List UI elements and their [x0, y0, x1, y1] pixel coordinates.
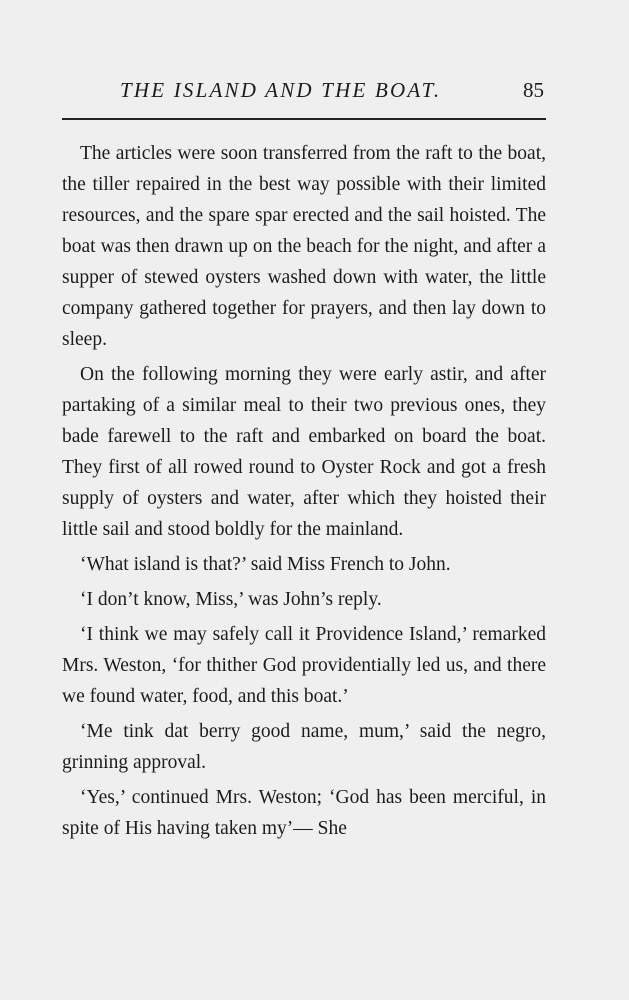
running-title: THE ISLAND AND THE BOAT.	[120, 78, 442, 102]
paragraph-4: ‘I don’t know, Miss,’ was John’s reply.	[80, 589, 382, 610]
page-number: 85	[523, 78, 544, 102]
paragraph-6: ‘Me tink dat berry good name, mum,’ said the negro, grinning approval.	[62, 721, 546, 773]
paragraph-2: On the following morning they were early astir, and after partaking of a similar meal to their two previous ones, they bade farewell to the raft and embarked on board the boat. They first of all rowed round to Oyster Rock and got a fresh supply of oysters and water, after which they hoisted their little sail and stood boldly for the mainland.	[62, 364, 546, 540]
running-head	[62, 78, 548, 110]
paragraph-7: ‘Yes,’ continued Mrs. Weston; ‘God has been merciful, in spite of His having taken my’— She	[62, 787, 546, 839]
paragraph-1: The articles were soon transferred from the raft to the boat, the tiller repaired in the best way possible with their limited resources, and the spare spar erected and the sail hoisted. The boat was then drawn up on the beach for the night, and after a supper of stewed oysters washed down with water, the little company gathered together for prayers, and then lay down to sleep.	[62, 143, 546, 350]
paragraph-3: ‘What island is that?’ said Miss French to John.	[80, 554, 451, 575]
body-text	[62, 138, 546, 844]
header-rule	[62, 118, 546, 120]
paragraph-5: ‘I think we may safely call it Providence Island,’ remarked Mrs. Weston, ‘for thither God providentially led us, and there we found water, food, and this boat.’	[62, 624, 546, 707]
